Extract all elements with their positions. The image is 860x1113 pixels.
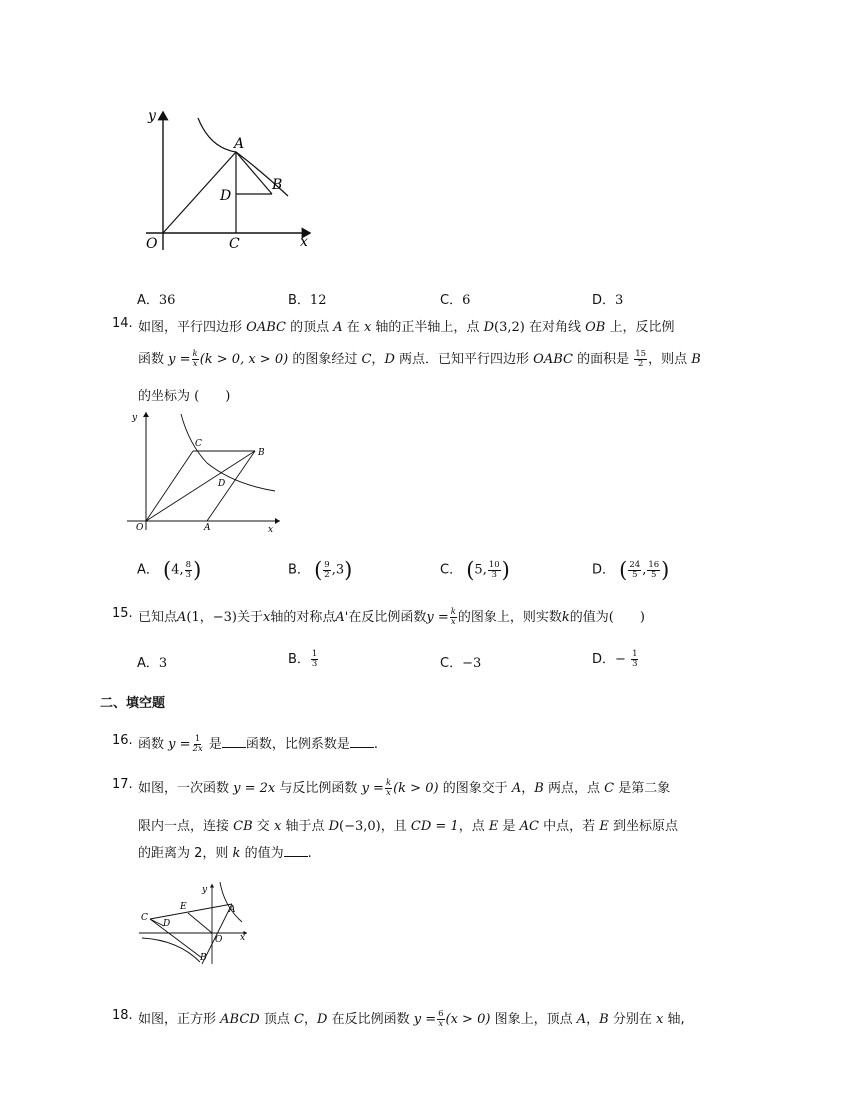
q14-label-B: B: [258, 448, 265, 458]
q17-segment-CB: [150, 919, 202, 958]
q13-option-a[interactable]: A．36: [137, 293, 176, 308]
q14-option-c[interactable]: C． (5, $\frac{10}{3}$ ): [440, 558, 510, 582]
q14-label-D: D: [218, 479, 226, 489]
q17-number: 17.: [112, 777, 133, 792]
q17-figure: [136, 878, 251, 966]
q15-line-1: 已知点A(1，−3)关于x轴的对称点A'在反比例函数y = $\frac{k}{x}$ 的图象上，则实数k的值为( ): [138, 607, 645, 627]
q17-label-B: B: [200, 953, 207, 963]
q14-label-C: C: [195, 439, 202, 449]
q15-option-a[interactable]: A．3: [137, 656, 168, 671]
q17-line-1: 如图，一次函数 y = 2x 与反比例函数 y = $\frac{k}{x}$ (k > 0) 的图象交于 A，B 两点，点 C 是第二象: [138, 778, 671, 798]
q17-line-2: 限内一点，连接 CB 交 x 轴于点 D(−3,0)，且 CD = 1，点 E 是 AC 中点，若 E 到坐标原点: [138, 819, 678, 834]
q14-diagonal-OB: [146, 451, 255, 521]
q16-blank-2[interactable]: [350, 734, 374, 748]
q13-figure: [140, 100, 320, 255]
section-heading: 二、填空题: [100, 696, 166, 711]
q15-number: 15.: [112, 606, 133, 621]
q13-label-x: x: [300, 234, 308, 250]
q14-label-A: A: [204, 523, 211, 533]
q14-option-a[interactable]: A． (4, $\frac{8}{3}$ ): [137, 558, 202, 582]
q17-label-x: x: [240, 933, 246, 943]
q17-label-y: y: [202, 885, 208, 895]
q14-label-y: y: [132, 413, 138, 423]
q13-segment-AB: [236, 152, 272, 194]
q13-segment-OB: [163, 194, 272, 233]
q14-side-OC: [146, 451, 193, 521]
q14-line-3: 的坐标为 ( ): [138, 389, 231, 404]
q14-option-d[interactable]: D． ( $\frac{24}{5}$ , $\frac{16}{5}$ ): [592, 558, 670, 582]
q13-option-c[interactable]: C．6: [440, 293, 471, 308]
q14-label-x: x: [268, 525, 274, 535]
q13-option-b[interactable]: B．12: [288, 293, 327, 308]
q13-label-y: y: [148, 108, 156, 124]
q16-line-1: 函数 y = $\frac{1}{2x}$ 是 函数，比例系数是 .: [138, 734, 379, 754]
q14-line-1: 如图，平行四边形 OABC 的顶点 A 在 x 轴的正半轴上，点 D(3,2) 在对角线 OB 上，反比例: [138, 320, 675, 335]
q13-label-C: C: [229, 236, 240, 252]
q18-line-1: 如图，正方形 ABCD 顶点 C，D 在反比例函数 y = $\frac{6}{x}$ (x > 0) 图象上，顶点 A，B 分别在 x 轴,: [138, 1009, 685, 1029]
q15-option-d[interactable]: D．− $\frac{1}{3}$: [592, 649, 638, 669]
q13-label-B: B: [272, 177, 283, 193]
q17-label-C: C: [141, 913, 148, 923]
q17-segment-CD: [150, 919, 164, 926]
q14-option-b[interactable]: B． ( $\frac{9}{2}$ ,3): [288, 558, 353, 582]
q13-option-d[interactable]: D．3: [592, 293, 624, 308]
q17-line-3: 的距离为 2，则 k 的值为 .: [138, 842, 312, 861]
q14-figure: [123, 408, 288, 536]
q18-number: 18.: [112, 1008, 133, 1023]
q13-label-A: A: [234, 136, 245, 152]
q13-label-D: D: [220, 188, 232, 204]
q13-label-O: O: [146, 236, 158, 252]
q17-segment-CA: [150, 904, 232, 919]
q17-label-E: E: [180, 902, 187, 912]
q15-option-b[interactable]: B． $\frac{1}{3}$: [288, 649, 318, 669]
q17-label-D: D: [163, 919, 171, 929]
q17-hyperbola-upper: [220, 882, 242, 922]
q17-label-O: O: [215, 935, 223, 945]
q17-segment-OE: [188, 913, 212, 933]
q14-side-BA: [207, 451, 255, 521]
q17-label-A: A: [229, 905, 236, 915]
q17-blank[interactable]: [284, 843, 308, 857]
q14-number: 14.: [112, 316, 133, 331]
q15-option-c[interactable]: C．−3: [440, 656, 482, 671]
q16-number: 16.: [112, 733, 133, 748]
q16-blank-1[interactable]: [222, 734, 246, 748]
q14-line-2: 函数 y = $\frac{k}{x}$ (k > 0, x > 0) 的图象经过 C，D 两点．已知平行四边形 OABC 的面积是 $\frac{15}{2}$ ，则点 B: [138, 349, 701, 369]
q14-label-O: O: [136, 523, 144, 533]
